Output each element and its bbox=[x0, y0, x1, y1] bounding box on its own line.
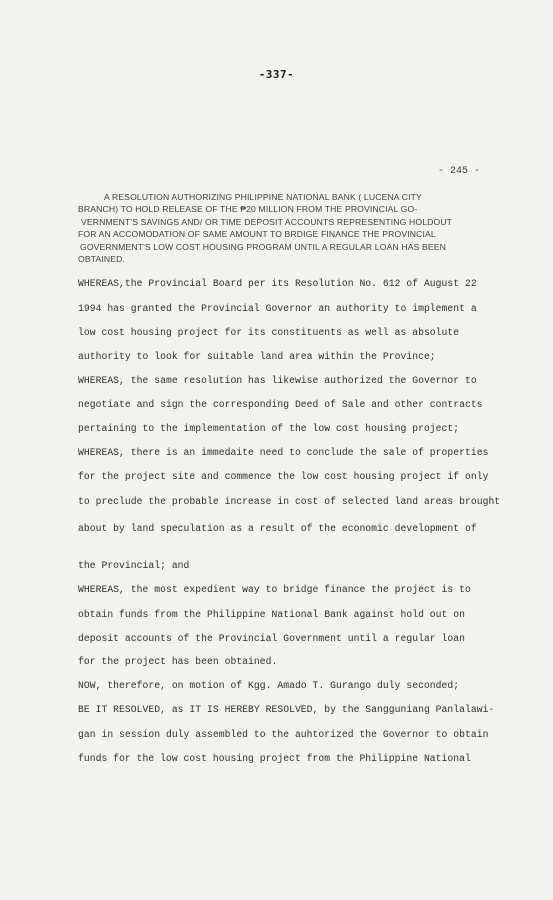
body-line: NOW, therefore, on motion of Kgg. Amado T. Gurango duly seconded; bbox=[78, 680, 460, 691]
title-line: GOVERNMENT'S LOW COST HOUSING PROGRAM UNTIL A REGULAR LOAN HAS BEEN bbox=[80, 241, 447, 252]
body-line: obtain funds from the Philippine National Bank against hold out on bbox=[78, 609, 465, 620]
body-line: low cost housing project for its constituents as well as absolute bbox=[78, 327, 460, 338]
body-line: negotiate and sign the corresponding Deed of Sale and other contracts bbox=[78, 399, 483, 410]
resolution-title bbox=[78, 191, 508, 265]
body-line: deposit accounts of the Provincial Government until a regular loan bbox=[78, 633, 465, 644]
title-line: VERNMENT'S SAVINGS AND/ OR TIME DEPOSIT ACCOUNTS REPRESENTING HOLDOUT bbox=[81, 216, 453, 227]
title-line: FOR AN ACCOMODATION OF SAME AMOUNT TO BRDIGE FINANCE THE PROVINCIAL bbox=[78, 229, 436, 240]
body-line: for the project has been obtained. bbox=[78, 656, 278, 667]
title-line: A RESOLUTION AUTHORIZING PHILIPPINE NATIONAL BANK ( LUCENA CITY bbox=[104, 192, 422, 202]
body-line: BE IT RESOLVED, as IT IS HEREBY RESOLVED, by the Sangguniang Panlalawi- bbox=[78, 704, 495, 715]
page-number: - 245 - bbox=[438, 166, 481, 177]
title-line: OBTAINED. bbox=[78, 254, 126, 265]
body-line: WHEREAS,the Provincial Board per its Resolution No. 612 of August 22 bbox=[78, 278, 477, 289]
body-line: WHEREAS, there is an immedaite need to conclude the sale of properties bbox=[78, 447, 489, 458]
body-line: pertaining to the implementation of the low cost housing project; bbox=[78, 423, 460, 434]
body-line: funds for the low cost housing project from the Philippine National bbox=[78, 753, 471, 764]
body-line: for the project site and commence the low cost housing project if only bbox=[78, 471, 489, 482]
body-line: WHEREAS, the most expedient way to bridge finance the project is to bbox=[78, 584, 471, 595]
body-line: the Provincial; and bbox=[78, 560, 190, 571]
body-line: authority to look for suitable land area within the Province; bbox=[78, 351, 436, 362]
body-line: about by land speculation as a result of the economic development of bbox=[78, 523, 477, 534]
body-line: to preclude the probable increase in cost of selected land areas brought bbox=[78, 496, 501, 507]
page-stamp: -337- bbox=[258, 68, 295, 81]
body-line: gan in session duly assembled to the auhtorized the Governor to obtain bbox=[78, 729, 489, 740]
title-line: BRANCH) TO HOLD RELEASE OF THE ₱20 MILLION FROM THE PROVINCIAL GO- bbox=[78, 204, 418, 215]
body-line: 1994 has granted the Provincial Governor an authority to implement a bbox=[78, 303, 477, 314]
body-line: WHEREAS, the same resolution has likewise authorized the Governor to bbox=[78, 375, 477, 386]
